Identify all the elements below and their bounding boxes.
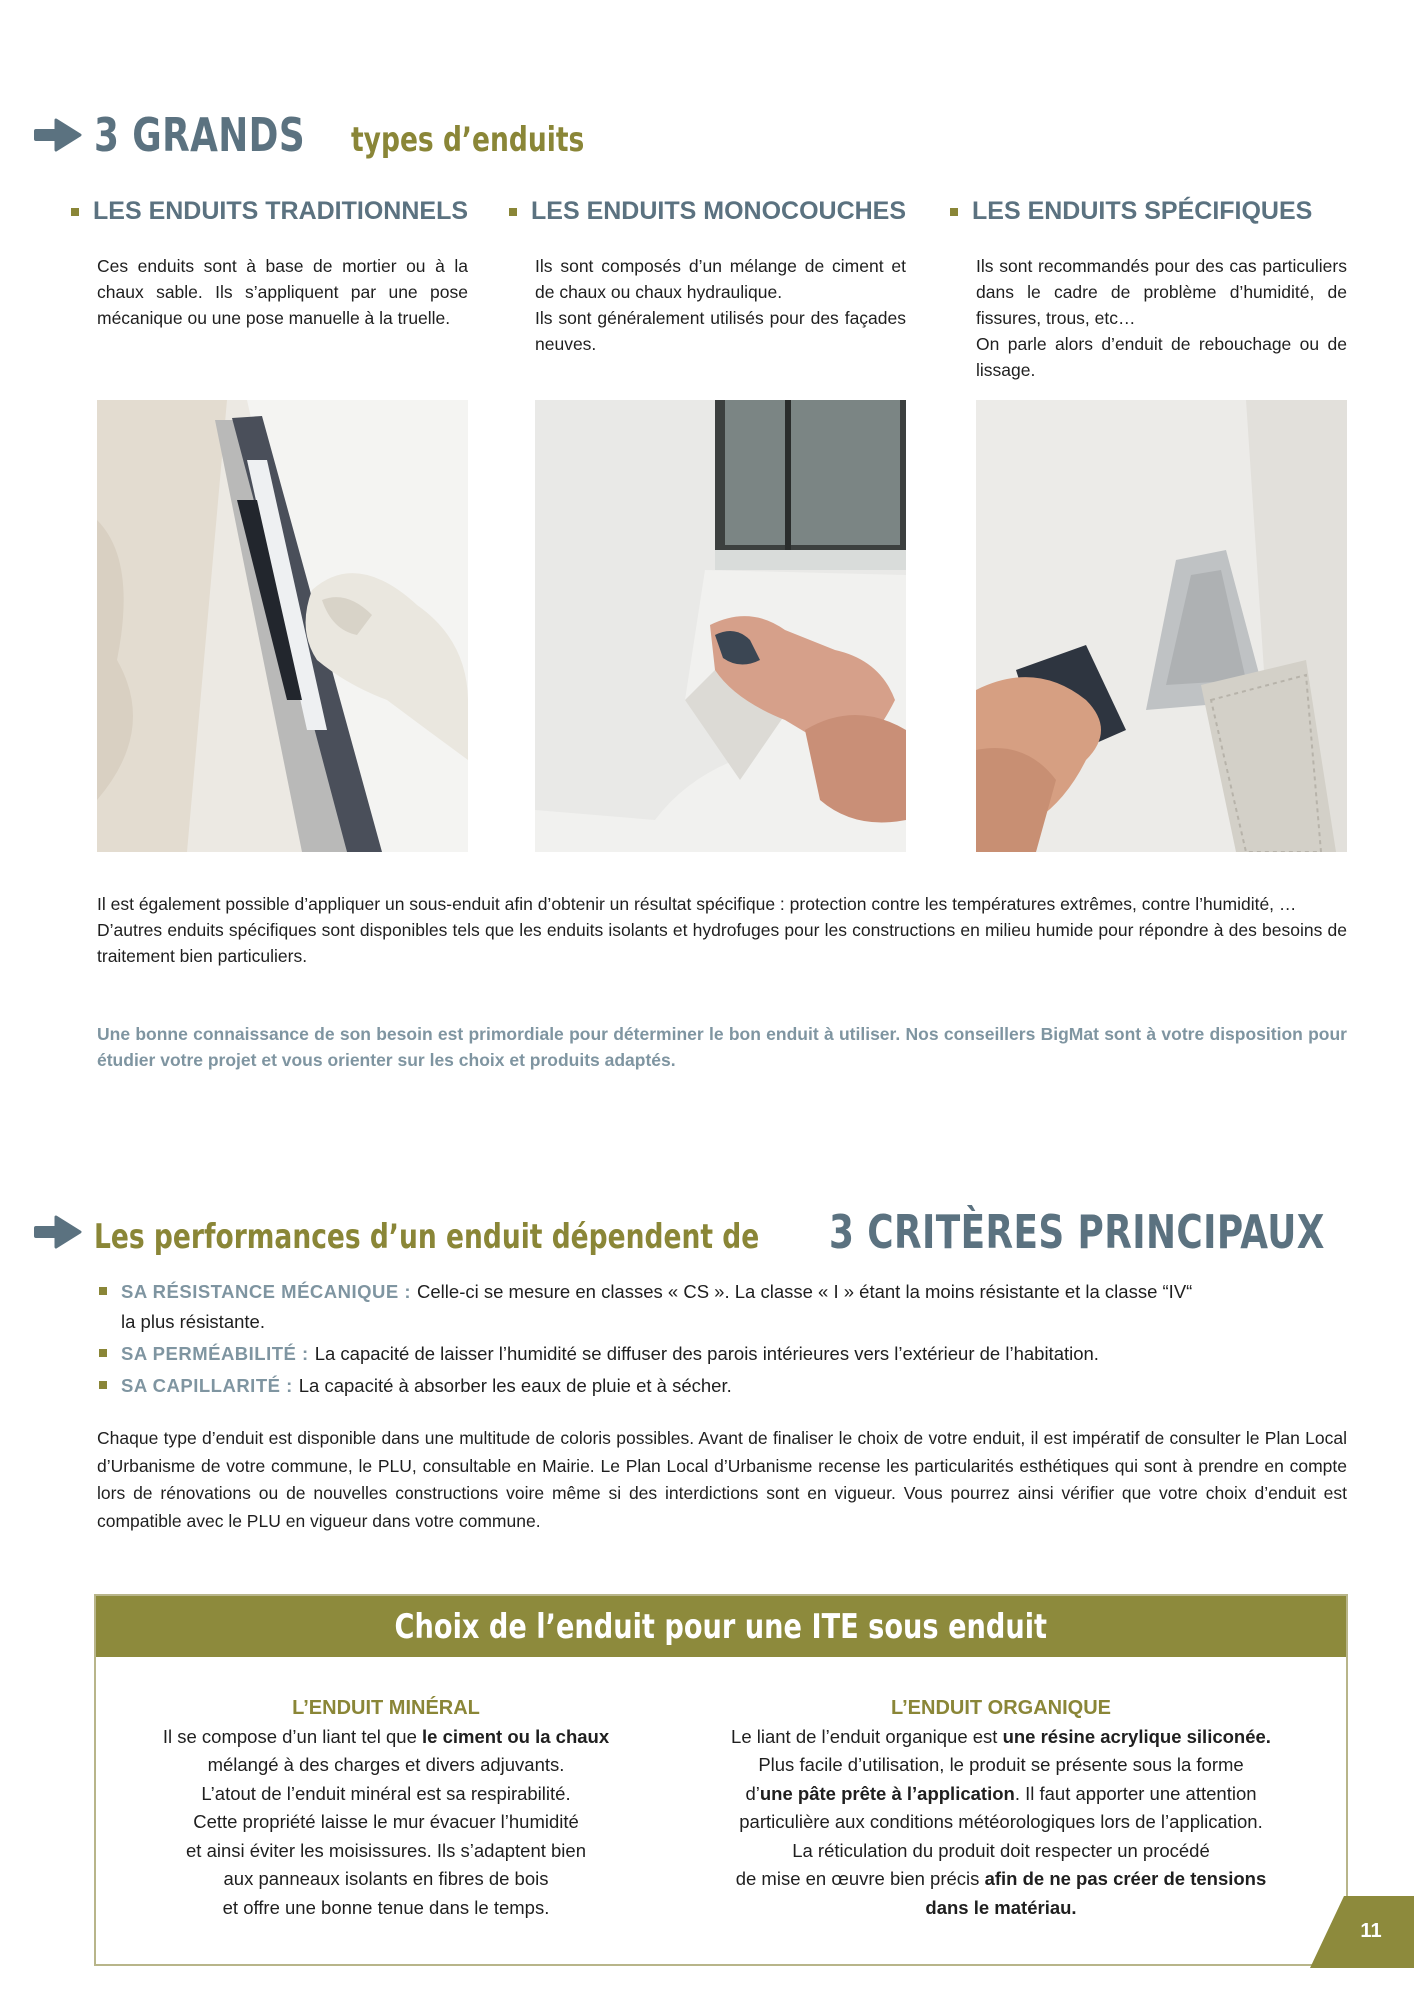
advice-paragraph: Une bonne connaissance de son besoin est primordiale pour déterminer le bon enduit à utiliser. Nos conseillers BigMat sont à votre disposition pour étudier votre projet et vous orienter sur les choix et produits adaptés.	[97, 1024, 1347, 1070]
criterion-resistance: SA RÉSISTANCE MÉCANIQUE : Celle-ci se mesure en classes « CS ». La classe « I » étant la moins résistante et la classe “IV“	[99, 1276, 1349, 1308]
title-rest: Les performances d’un enduit dépendent de	[94, 1217, 760, 1257]
criterion-permeabilite: SA PERMÉABILITÉ : La capacité de laisser l’humidité se diffuser des parois intérieures vers l’extérieur de l’habitation.	[99, 1338, 1349, 1370]
page-number: 11	[1360, 1920, 1382, 1942]
criterion-resistance-cont: la plus résistante.	[121, 1311, 265, 1332]
text-traditionnels: Ces enduits sont à base de mortier ou à la chaux sable. Ils s’appliquent par une pose mécanique ou une pose manuelle à la truelle.	[97, 256, 468, 328]
text-specifiques: Ils sont recommandés pour des cas particuliers dans le cadre de problème d’humidité, de fissures, trous, etc… On parle alors d’enduit de rebouchage ou de lissage.	[976, 256, 1347, 380]
bullet-square-icon	[99, 1287, 107, 1295]
bullet-square-icon	[71, 208, 79, 216]
text-monocouches: Ils sont composés d’un mélange de ciment et de chaux ou chaux hydraulique. Ils sont généralement utilisés pour des façades neuves.	[535, 256, 906, 354]
mineral-heading: L’ENDUIT MINÉRAL	[292, 1697, 480, 1719]
photo-traditionnels	[97, 400, 468, 852]
heading-monocouches: LES ENDUITS MONOCOUCHES	[509, 197, 906, 226]
bullet-square-icon	[99, 1349, 107, 1357]
mineral-column: L’ENDUIT MINÉRAL Il se compose d’un liant tel que le ciment ou la chaux mélangé à des charges et divers adjuvants. L’atout de l’enduit minéral est sa respirabilité. Cette propriété laisse le mur évacuer l’humidité et ainsi éviter les moisissures. Ils s’adaptent bien aux panneaux isolants en fibres de bois et offre une bonne tenue dans le temps.	[116, 1694, 656, 1922]
criterion-capillarite: SA CAPILLARITÉ : La capacité à absorber les eaux de pluie et à sécher.	[99, 1370, 1349, 1402]
heading-traditionnels: LES ENDUITS TRADITIONNELS	[71, 197, 468, 226]
title-strong: 3 CRITÈRES PRINCIPAUX	[828, 1205, 1325, 1259]
bullet-square-icon	[950, 208, 958, 216]
title-strong: 3 GRANDS	[94, 108, 306, 162]
organique-heading: L’ENDUIT ORGANIQUE	[890, 1697, 1111, 1719]
criteria-list	[99, 1276, 1349, 1402]
choice-box	[94, 1594, 1348, 1966]
heading-specifiques: LES ENDUITS SPÉCIFIQUES	[950, 197, 1312, 226]
page-number-tab	[1310, 1896, 1414, 1968]
title-rest: types d’enduits	[350, 120, 584, 160]
choice-box-title: Choix de l’enduit pour une ITE sous enduit	[394, 1606, 1048, 1647]
bullet-square-icon	[99, 1381, 107, 1389]
photo-specifiques	[976, 400, 1347, 852]
organique-column: L’ENDUIT ORGANIQUE Le liant de l’enduit organique est une résine acrylique siliconée. Plus facile d’utilisation, le produit se présente sous la forme d’une pâte prête à l’application. Il faut apporter une attention particulière aux conditions météorologiques lors de l’application. La réticulation du produit doit respecter un procédé de mise en œuvre bien précis afin de ne pas créer de tensions dans le matériau.	[686, 1694, 1316, 1922]
bullet-square-icon	[509, 208, 517, 216]
choice-box-header	[96, 1596, 1346, 1657]
intro-paragraphs: Il est également possible d’appliquer un sous-enduit afin d’obtenir un résultat spécifique : protection contre les températures extrêmes, contre l’humidité, … D’autres enduits spécifiques sont disponibles tels que les enduits isolants et hydrofuges pour les constructions en milieu humide pour répondre à des besoins de traitement bien particuliers.	[97, 894, 1347, 966]
section-title-types	[34, 108, 650, 162]
plu-paragraph: Chaque type d’enduit est disponible dans une multitude de coloris possibles. Avant de finaliser le choix de votre enduit, il est impératif de consulter le Plan Local d’Urbanisme de votre commune, le PLU, consultable en Mairie. Le Plan Local d’Urbanisme recense les particularités esthétiques qui sont à prendre en compte lors de rénovations ou de nouvelles constructions voire même si des interdictions sont en vigueur. Vous pourrez ainsi vérifier que votre choix d’enduit est compatible avec le PLU en vigueur dans votre commune.	[97, 1428, 1347, 1531]
arrow-right-icon	[34, 118, 82, 152]
section-title-criteres	[34, 1205, 1414, 1259]
photo-monocouches	[535, 400, 906, 852]
arrow-right-icon	[34, 1215, 82, 1249]
